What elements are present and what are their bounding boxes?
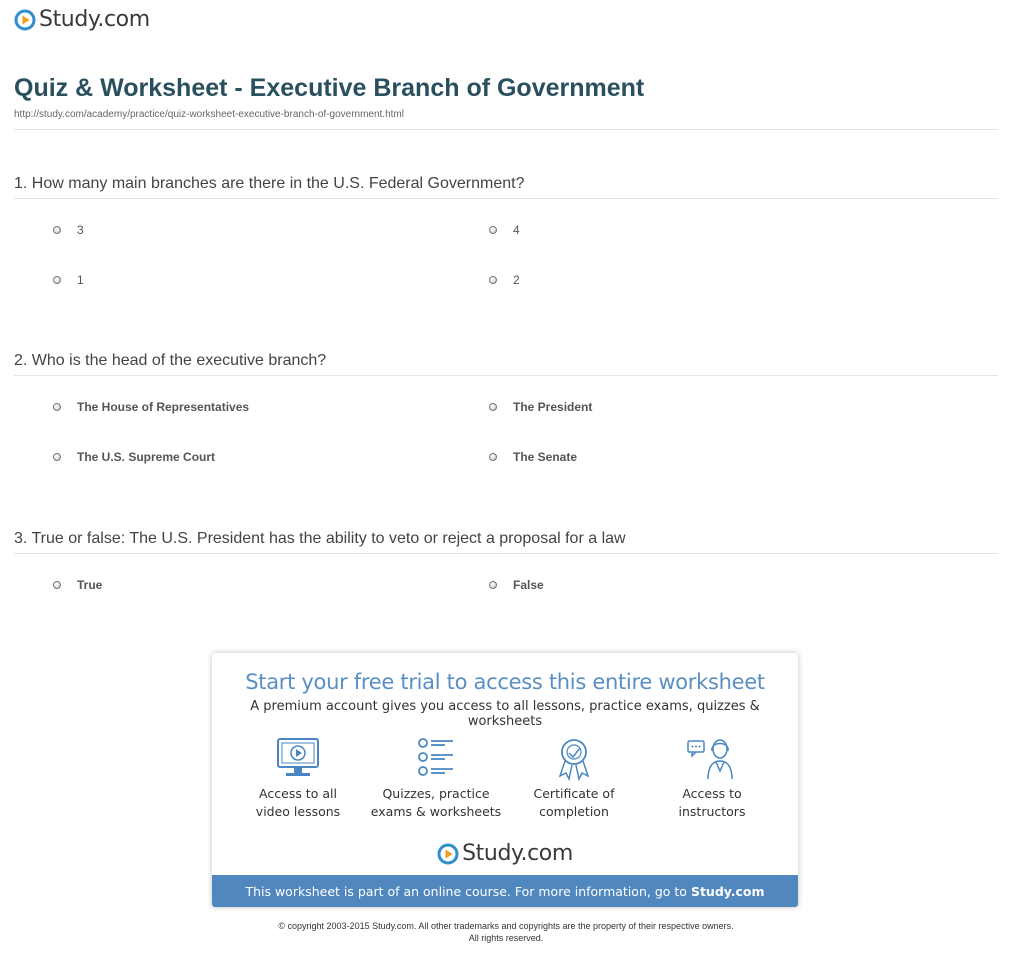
feature-line: completion: [539, 804, 609, 819]
feature-line: Certificate of: [533, 786, 615, 801]
answer-option[interactable]: [53, 273, 84, 287]
promo-info-bar: [212, 875, 798, 907]
feature-line: Access to all: [259, 786, 337, 801]
option-label: The House of Representatives: [77, 400, 250, 414]
feature-line: video lessons: [255, 804, 341, 819]
answer-option[interactable]: [489, 578, 544, 592]
logo-text: Study.com: [39, 7, 150, 32]
radio-icon[interactable]: [53, 453, 61, 461]
feature-line: instructors: [678, 804, 746, 819]
answer-option[interactable]: [53, 450, 215, 464]
study-logo[interactable]: [14, 7, 150, 32]
divider: [14, 129, 998, 130]
feature-line: exams & worksheets: [370, 804, 502, 819]
feature-instructors: [642, 737, 782, 821]
question-3: 3. True or false: The U.S. President has the ability to veto or reject a proposal for a law: [14, 530, 626, 547]
video-lesson-icon: [275, 737, 321, 781]
feature-video-lessons: [228, 737, 368, 821]
radio-icon[interactable]: [489, 226, 497, 234]
copyright: [0, 920, 1012, 944]
option-label: 3: [77, 223, 84, 237]
answer-option[interactable]: [53, 578, 102, 592]
study-link[interactable]: Study.com: [690, 883, 765, 899]
option-label: 1: [77, 273, 84, 287]
divider: [14, 198, 998, 199]
page-title: Quiz & Worksheet - Executive Branch of Government: [14, 74, 645, 102]
free-trial-promo[interactable]: [212, 653, 798, 907]
feature-line: Quizzes, practice: [382, 786, 490, 801]
bar-text: This worksheet is part of an online course. For more information, go to: [245, 883, 687, 899]
radio-icon[interactable]: [53, 403, 61, 411]
feature-certificate: [504, 737, 644, 821]
radio-icon[interactable]: [489, 453, 497, 461]
feature-quizzes: [366, 737, 506, 821]
divider: [14, 375, 998, 376]
page-url: http://study.com/academy/practice/quiz-worksheet-executive-branch-of-government.html: [14, 109, 404, 120]
radio-icon[interactable]: [489, 581, 497, 589]
answer-option[interactable]: [489, 400, 592, 414]
radio-icon[interactable]: [489, 403, 497, 411]
promo-headline[interactable]: Start your free trial to access this entire worksheet: [245, 670, 765, 694]
divider: [14, 553, 998, 554]
play-logo-icon: [14, 9, 36, 31]
quiz-list-icon: [413, 737, 459, 781]
logo-text: Study.com: [462, 841, 573, 866]
question-2: 2. Who is the head of the executive branch?: [14, 352, 327, 369]
promo-subhead: A premium account gives you access to all lessons, practice exams, quizzes & worksheets: [250, 699, 760, 729]
radio-icon[interactable]: [489, 276, 497, 284]
copyright-line: All rights reserved.: [468, 933, 544, 943]
answer-option[interactable]: [489, 450, 577, 464]
option-label: The Senate: [513, 450, 578, 464]
radio-icon[interactable]: [53, 581, 61, 589]
option-label: True: [77, 578, 103, 592]
play-logo-icon: [437, 843, 459, 865]
radio-icon[interactable]: [53, 226, 61, 234]
answer-option[interactable]: [53, 400, 249, 414]
answer-option[interactable]: [53, 223, 84, 237]
feature-line: Access to: [682, 786, 742, 801]
answer-option[interactable]: [489, 223, 520, 237]
answer-option[interactable]: [489, 273, 520, 287]
option-label: False: [513, 578, 544, 592]
certificate-icon: [551, 737, 597, 781]
option-label: 4: [513, 223, 520, 237]
option-label: The U.S. Supreme Court: [77, 450, 216, 464]
question-1: 1. How many main branches are there in the U.S. Federal Government?: [14, 175, 525, 192]
radio-icon[interactable]: [53, 276, 61, 284]
instructor-icon: [686, 737, 738, 781]
promo-study-logo[interactable]: [212, 841, 798, 866]
option-label: The President: [513, 400, 593, 414]
copyright-line: © copyright 2003-2015 Study.com. All other trademarks and copyrights are the property of their respective owners.: [278, 921, 734, 931]
option-label: 2: [513, 273, 520, 287]
